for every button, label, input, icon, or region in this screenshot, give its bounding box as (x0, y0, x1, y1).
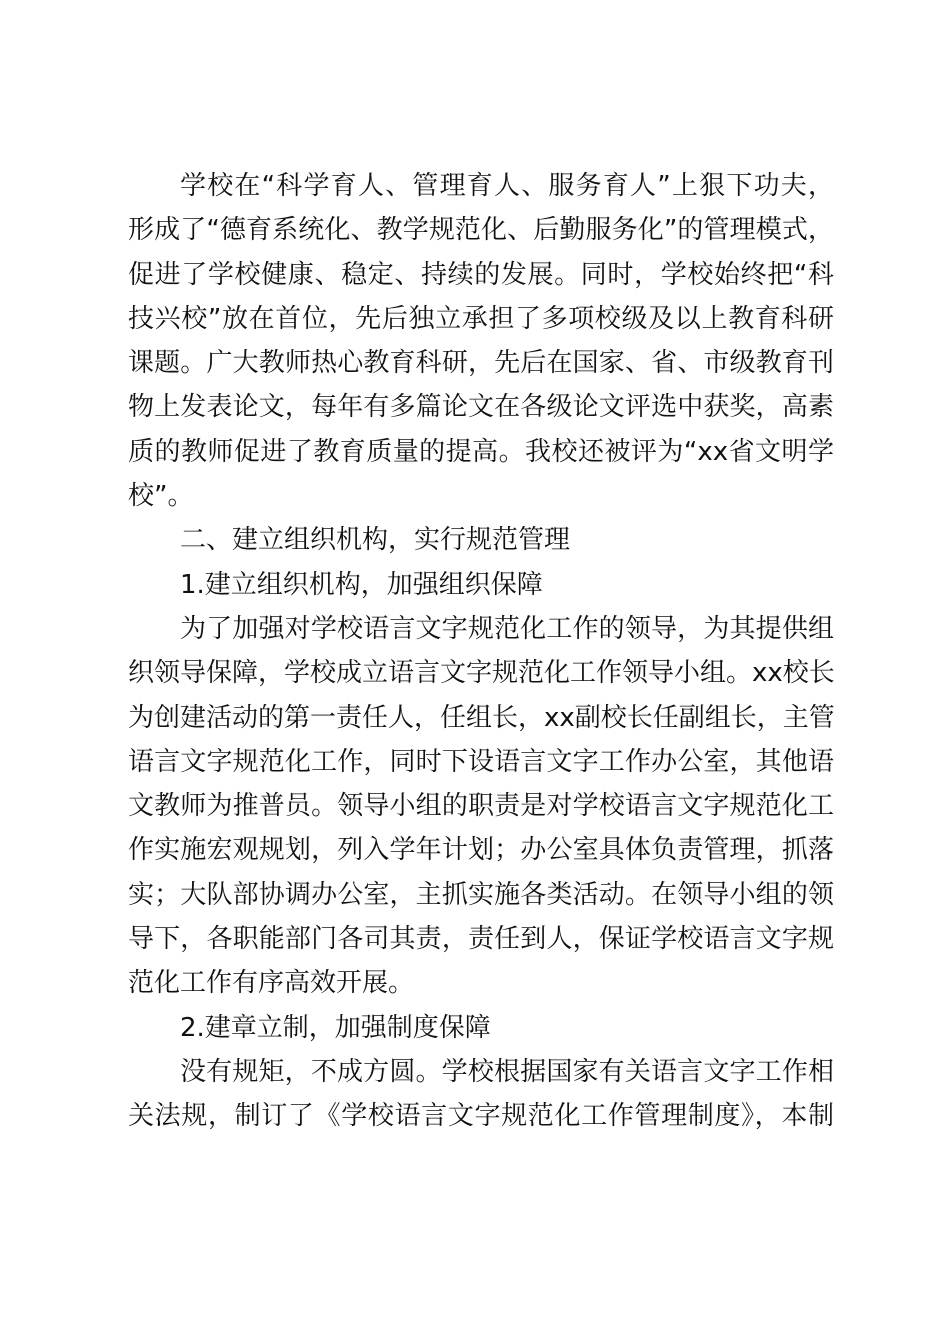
text-line: 作实施宏观规划，列入学年计划；办公室具体负责管理，抓落 (128, 835, 834, 866)
text-line: 为创建活动的第一责任人，任组长，xx副校长任副组长，主管 (128, 702, 835, 733)
text-line: 范化工作有序高效开展。 (128, 968, 415, 999)
text-line: 实；大队部协调办公室，主抓实施各类活动。在领导小组的领 (128, 879, 834, 910)
text-line: 物上发表论文，每年有多篇论文在各级论文评选中获奖，高素 (128, 392, 834, 423)
text-line: 为了加强对学校语言文字规范化工作的领导，为其提供组 (180, 613, 834, 644)
text-line: 导下，各职能部门各司其责，责任到人，保证学校语言文字规 (128, 924, 834, 955)
text-line: 文教师为推普员。领导小组的职责是对学校语言文字规范化工 (128, 791, 834, 822)
text-line: 学校在“科学育人、管理育人、服务育人”上狠下功夫， (180, 171, 834, 201)
text-line: 关法规，制订了《学校语言文字规范化工作管理制度》，本制 (128, 1101, 834, 1132)
section-heading: 二、建立组织机构，实行规范管理 (180, 525, 571, 556)
text-line: 语言文字规范化工作，同时下设语言文字工作办公室，其他语 (128, 746, 834, 777)
text-line: 织领导保障，学校成立语言文字规范化工作领导小组。xx校长 (128, 658, 835, 689)
text-line: 没有规矩，不成方圆。学校根据国家有关语言文字工作相 (180, 1056, 834, 1087)
text-line: 课题。广大教师热心教育科研，先后在国家、省、市级教育刊 (128, 348, 834, 379)
text-line: 校”。 (128, 481, 194, 512)
text-line: 技兴校”放在首位，先后独立承担了多项校级及以上教育科研 (128, 303, 834, 334)
text-line: 形成了“德育系统化、教学规范化、后勤服务化”的管理模式， (128, 215, 834, 246)
subsection-heading: 1.建立组织机构，加强组织保障 (180, 569, 543, 600)
text-line: 促进了学校健康、稳定、持续的发展。同时，学校始终把“科 (128, 259, 834, 290)
text-line: 质的教师促进了教育质量的提高。我校还被评为“xx省文明学 (128, 436, 834, 467)
document-page (128, 164, 834, 1139)
subsection-heading: 2.建章立制，加强制度保障 (180, 1012, 491, 1043)
